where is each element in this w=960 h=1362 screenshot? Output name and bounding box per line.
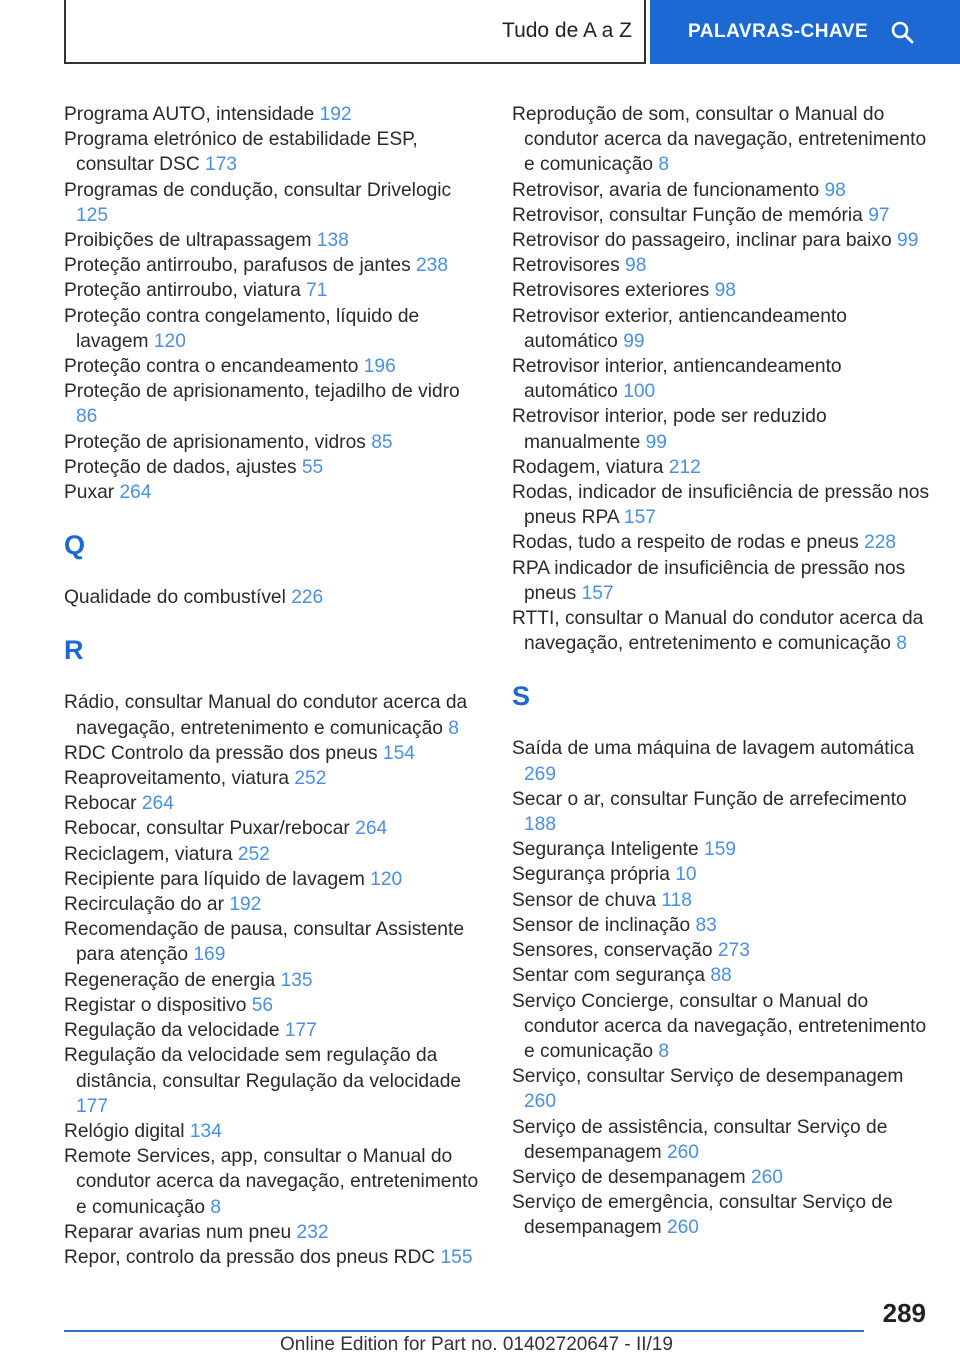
page-reference-link[interactable]: 192: [319, 104, 352, 125]
index-entry: [64, 917, 484, 967]
index-letter-heading: Q: [64, 530, 86, 561]
page-reference-link[interactable]: 177: [284, 1020, 317, 1042]
header-tabs: [64, 0, 960, 64]
index-entry-text: Regulação da velocidade sem regulação da distância, consultar Regulação da velocidade: [64, 1045, 462, 1092]
index-entry: [64, 968, 484, 993]
index-entry-text: RDC Controlo da pressão dos pneus: [64, 742, 378, 764]
index-entry: [512, 455, 932, 480]
index-entry: [512, 102, 932, 178]
page-reference-link[interactable]: 155: [440, 1246, 473, 1268]
index-entry: [64, 480, 484, 505]
page-reference-link[interactable]: 260: [750, 1166, 783, 1188]
index-letter-heading: S: [512, 681, 531, 712]
index-entry-text: Sensores, conservação: [512, 940, 713, 962]
index-entry: [512, 989, 932, 1065]
index-entry-text: Retrovisor interior, antiencandeamento automático: [512, 356, 842, 403]
index-entry-text: Reaproveitamento, viatura: [64, 768, 290, 790]
page-reference-link[interactable]: 238: [416, 255, 449, 277]
index-entry-text: Programa AUTO, intensidade: [64, 104, 315, 125]
index-entry-text: Registar o dispositivo: [64, 994, 247, 1016]
index-entry-text: Reparar avarias num pneu: [64, 1221, 292, 1243]
tab-keywords[interactable]: [650, 0, 960, 64]
page-reference-link[interactable]: 99: [623, 330, 645, 352]
index-entry: [512, 1064, 932, 1114]
index-entry-text: Remote Services, app, consultar o Manual do condutor acerca da navegação, entretenimento e comunicação: [64, 1146, 479, 1218]
index-entry: [512, 862, 932, 887]
page-reference-link[interactable]: 134: [189, 1120, 222, 1142]
index-entry-text: Retrovisores: [512, 255, 620, 277]
index-column-left: [64, 102, 484, 1270]
index-entry-text: Proteção de dados, ajustes: [64, 456, 297, 478]
index-entry: [64, 690, 484, 740]
page-reference-link[interactable]: 196: [363, 356, 396, 378]
index-entry-text: RPA indicador de insuficiência de pressão nos pneus: [512, 557, 906, 604]
page-reference-link[interactable]: 99: [897, 230, 919, 252]
page-reference-link[interactable]: 212: [668, 456, 701, 478]
index-entry: [64, 1119, 484, 1144]
page-reference-link[interactable]: 154: [382, 742, 415, 764]
index-entry-text: Rádio, consultar Manual do condutor acerca da navegação, entretenimento e comunicação: [64, 692, 468, 739]
index-entry: [512, 837, 932, 862]
index-entry-text: Serviço de desempanagem: [512, 1166, 746, 1188]
index-entry-text: Proteção contra congelamento, líquido de lavagem: [64, 305, 420, 352]
page-reference-link[interactable]: 138: [316, 230, 349, 252]
page-reference-link[interactable]: 169: [193, 944, 226, 966]
index-entry-text: Serviço de emergência, consultar Serviço de desempanagem: [512, 1192, 893, 1239]
tab-a-to-z-label: Tudo de A a Z: [502, 19, 632, 42]
index-entry-text: Sensor de chuva: [512, 889, 656, 911]
index-entry: [64, 178, 484, 228]
page-reference-link[interactable]: 252: [237, 843, 270, 865]
index-entry-text: Retrovisor do passageiro, inclinar para baixo: [512, 230, 892, 252]
page-reference-link[interactable]: 8: [210, 1196, 222, 1218]
index-entry-text: Sentar com segurança: [512, 965, 706, 987]
index-entry: [512, 304, 932, 354]
page-reference-link[interactable]: 159: [704, 839, 737, 861]
page-reference-link[interactable]: 135: [280, 969, 313, 991]
index-entry-text: Serviço, consultar Serviço de desempanagem: [512, 1066, 904, 1088]
index-entry-text: Rebocar: [64, 793, 137, 815]
page-reference-link[interactable]: 232: [296, 1221, 329, 1243]
page-number: 289: [882, 1298, 926, 1328]
index-entry: [512, 556, 932, 606]
index-entry-text: Proteção antirroubo, viatura: [64, 280, 301, 302]
index-entry-text: RTTI, consultar o Manual do condutor acerca da navegação, entretenimento e comunicação: [512, 608, 924, 655]
page-reference-link[interactable]: 98: [824, 179, 846, 201]
page-reference-link[interactable]: 97: [868, 204, 890, 226]
index-entry: [64, 791, 484, 816]
index-entry: [64, 455, 484, 480]
page-reference-link[interactable]: 192: [229, 894, 262, 916]
index-entry: [64, 1144, 484, 1220]
index-entry: [64, 1043, 484, 1119]
tab-a-to-z[interactable]: [64, 0, 646, 64]
page-reference-link[interactable]: 125: [76, 204, 109, 226]
index-entry-text: Retrovisores exteriores: [512, 280, 710, 302]
index-entry: [64, 1018, 484, 1043]
index-entry: [512, 606, 932, 656]
index-entry: [64, 430, 484, 455]
page-reference-link[interactable]: 157: [581, 582, 614, 604]
index-entry: [512, 938, 932, 963]
page-reference-link[interactable]: 188: [524, 814, 557, 836]
page-reference-link[interactable]: 177: [76, 1095, 109, 1117]
index-entry-text: Segurança própria: [512, 864, 670, 886]
page-reference-link[interactable]: 88: [710, 965, 732, 987]
page-reference-link[interactable]: 98: [714, 280, 736, 302]
page-reference-link[interactable]: 157: [623, 507, 656, 529]
footer-divider: [64, 1330, 864, 1332]
page-reference-link[interactable]: 252: [294, 768, 327, 790]
index-entry-text: Programa eletrónico de estabilidade ESP, consultar DSC: [64, 129, 418, 176]
index-entry-text: Recomendação de pausa, consultar Assistente para atenção: [64, 919, 464, 966]
index-entry-text: Rodas, tudo a respeito de rodas e pneus: [512, 532, 859, 554]
index-entry: [64, 1245, 484, 1270]
index-entry-text: Rodas, indicador de insuficiência de pressão nos pneus RPA: [512, 482, 930, 529]
page-reference-link[interactable]: 228: [864, 532, 897, 554]
index-entry-text: Puxar: [64, 482, 115, 504]
page-reference-link[interactable]: 71: [306, 280, 328, 302]
index-entry-text: Regulação da velocidade: [64, 1020, 280, 1042]
index-entry-text: Proibições de ultrapassagem: [64, 230, 312, 252]
index-entry: [512, 1115, 932, 1165]
page-reference-link[interactable]: 269: [524, 763, 557, 785]
index-entry: [512, 354, 932, 404]
index-entry: [64, 127, 484, 177]
index-entry: [64, 379, 484, 429]
page-reference-link[interactable]: 260: [666, 1141, 699, 1163]
index-entry: [512, 913, 932, 938]
index-entry-text: Recipiente para líquido de lavagem: [64, 868, 365, 890]
page-reference-link[interactable]: 100: [623, 381, 656, 403]
page-reference-link[interactable]: 83: [695, 914, 717, 936]
index-entry: [512, 963, 932, 988]
index-entry-text: Retrovisor, consultar Função de memória: [512, 204, 863, 226]
page-reference-link[interactable]: 118: [661, 889, 692, 911]
index-entry-text: Relógio digital: [64, 1120, 185, 1142]
page-reference-link[interactable]: 264: [355, 818, 388, 840]
page-reference-link[interactable]: 99: [645, 431, 667, 453]
index-entry: [64, 993, 484, 1018]
index-entry-text: Serviço de assistência, consultar Serviço de desempanagem: [512, 1116, 888, 1163]
index-entry-text: Proteção de aprisionamento, vidros: [64, 431, 366, 453]
tab-keywords-label: PALAVRAS-CHAVE: [688, 21, 869, 42]
index-entry-text: Programas de condução, consultar Drivelogic: [64, 179, 452, 201]
index-entry-text: Retrovisor exterior, antiencandeamento automático: [512, 305, 847, 352]
search-icon: [890, 20, 914, 44]
index-entry: [64, 766, 484, 791]
index-entry-text: Reciclagem, viatura: [64, 843, 233, 865]
index-entry-text: Saída de uma máquina de lavagem automática: [512, 738, 915, 760]
page-reference-link[interactable]: 260: [666, 1217, 699, 1239]
index-entry: [512, 530, 932, 555]
page-reference-link[interactable]: 120: [370, 868, 403, 890]
index-entry: [512, 404, 932, 454]
index-entry: [64, 278, 484, 303]
index-entry: [512, 787, 932, 837]
index-entry: [512, 1165, 932, 1190]
page-reference-link[interactable]: 56: [251, 994, 274, 1016]
index-entry: [64, 816, 484, 841]
page-reference-link[interactable]: 8: [658, 154, 670, 176]
index-entry: [64, 102, 484, 127]
index-entry: [512, 178, 932, 203]
page-reference-link[interactable]: 260: [524, 1091, 557, 1113]
page-reference-link[interactable]: 55: [301, 456, 324, 478]
index-entry: [64, 867, 484, 892]
index-entry: [64, 892, 484, 917]
index-entry: [64, 1220, 484, 1245]
index-entry-text: Proteção de aprisionamento, tejadilho de vidro: [64, 381, 460, 403]
index-entry-text: Retrovisor, avaria de funcionamento: [512, 179, 820, 201]
page-reference-link[interactable]: 86: [76, 406, 98, 428]
index-entry: [512, 253, 932, 278]
index-entry-text: Repor, controlo da pressão dos pneus RDC: [64, 1246, 436, 1268]
page-reference-link[interactable]: 120: [153, 330, 186, 352]
index-entry-text: Recirculação do ar: [64, 894, 224, 916]
index-entry-text: Serviço Concierge, consultar o Manual do condutor acerca da navegação, entretenimento e comunicação: [512, 990, 927, 1062]
index-entry: [512, 1190, 932, 1240]
index-letter-heading: R: [64, 635, 84, 666]
index-entry: [64, 304, 484, 354]
index-entry: [512, 888, 932, 913]
page-reference-link[interactable]: 173: [205, 154, 238, 176]
index-entry-text: Segurança Inteligente: [512, 839, 699, 861]
index-entry: [512, 736, 932, 786]
index-entry: [512, 278, 932, 303]
page-reference-link[interactable]: 264: [141, 793, 174, 815]
page-reference-link[interactable]: 8: [448, 717, 459, 739]
index-entry: [64, 228, 484, 253]
index-entry: [64, 354, 484, 379]
index-entry: [64, 741, 484, 766]
index-entry-text: Retrovisor interior, pode ser reduzido manualmente: [512, 406, 827, 453]
index-entry: [64, 253, 484, 278]
index-entry: [512, 203, 932, 228]
index-entry-text: Proteção contra o encandeamento: [64, 356, 359, 378]
page-reference-link[interactable]: 273: [717, 940, 750, 962]
page-reference-link[interactable]: 8: [896, 633, 907, 655]
page-reference-link[interactable]: 10: [675, 864, 697, 886]
index-entry: [64, 842, 484, 867]
index-entry-text: Rebocar, consultar Puxar/rebocar: [64, 818, 350, 840]
page-reference-link[interactable]: 264: [119, 482, 152, 504]
index-entry-text: Proteção antirroubo, parafusos de jantes: [64, 255, 411, 277]
index-entry-text: Sensor de inclinação: [512, 914, 691, 936]
index-entry-text: Secar o ar, consultar Função de arrefecimento: [512, 788, 907, 810]
index-entry-text: Qualidade do combustível: [64, 587, 286, 609]
index-entry: [512, 480, 932, 530]
index-column-right: [512, 102, 932, 1241]
index-entry: [512, 228, 932, 253]
page-reference-link[interactable]: 8: [658, 1040, 670, 1062]
index-entry: [64, 585, 484, 610]
edition-footer: Online Edition for Part no. 01402720647 - II/19: [280, 1334, 673, 1355]
index-entry-text: Reprodução de som, consultar o Manual do condutor acerca da navegação, entretenimento e comunicação: [512, 104, 927, 176]
index-entry-text: Regeneração de energia: [64, 969, 276, 991]
index-entry-text: Rodagem, viatura: [512, 456, 664, 478]
page-reference-link[interactable]: 226: [291, 587, 324, 609]
page-reference-link[interactable]: 98: [625, 255, 647, 277]
page-reference-link[interactable]: 85: [371, 431, 393, 453]
